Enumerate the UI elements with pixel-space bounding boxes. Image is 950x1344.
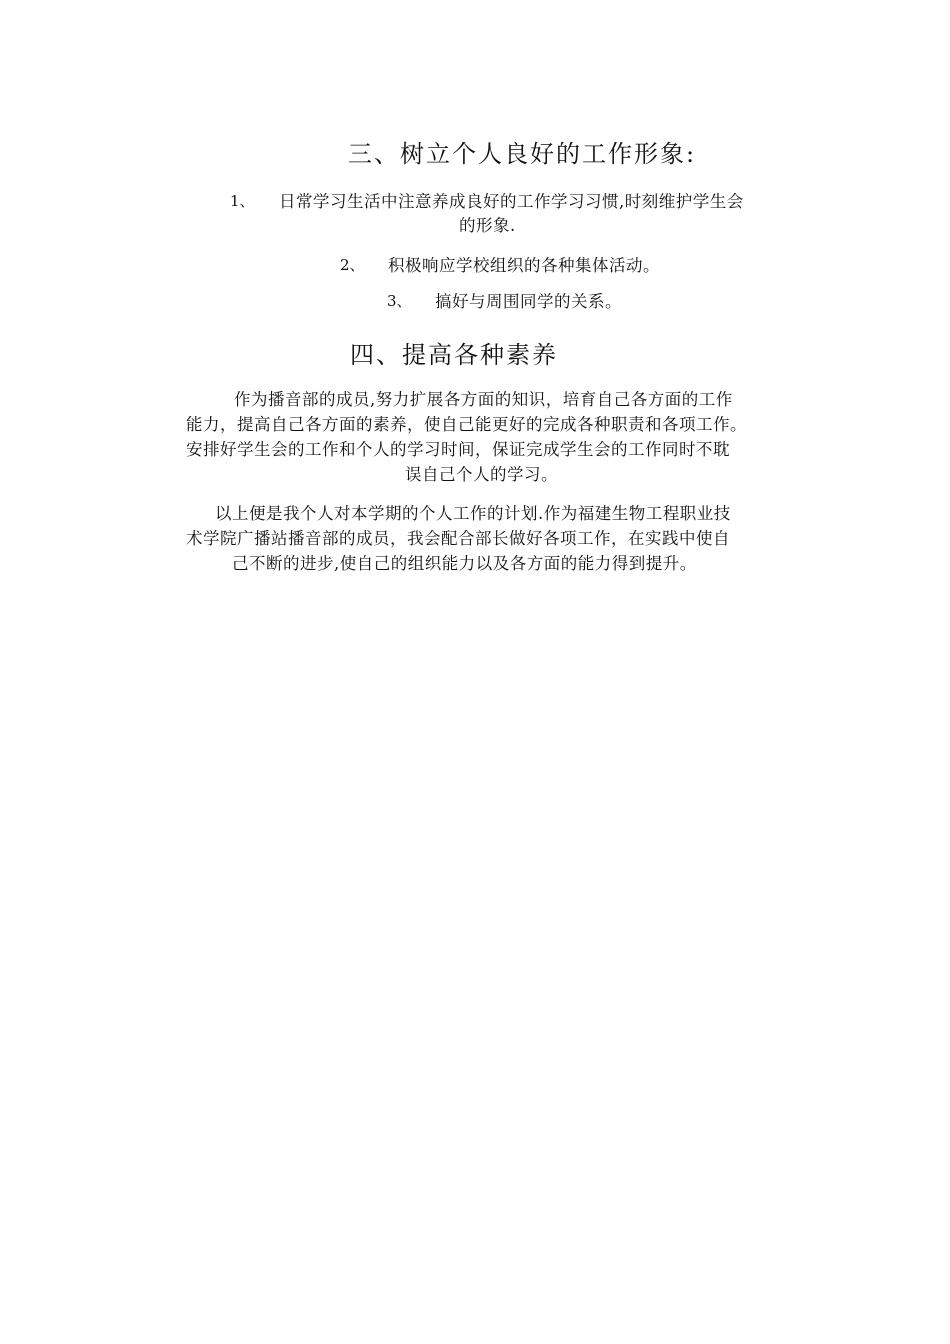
list-item-2-line-1: 积极响应学校组织的各种集体活动。 — [388, 256, 660, 275]
list-item-1-line-2: 的形象. — [459, 216, 516, 235]
paragraph-line-2: 能力，提高自己各方面的素养，使自己能更好的完成各种职责和各项工作。 — [186, 415, 747, 434]
list-item-number-3: 3、 — [387, 292, 412, 310]
paragraph-line-3: 安排好学生会的工作和个人的学习时间，保证完成学生会的工作同时不耽 — [186, 440, 730, 459]
closing-line-2: 术学院广播站播音部的成员，我会配合部长做好各项工作，在实践中使自 — [186, 529, 730, 548]
list-item-number-1: 1、 — [230, 192, 255, 210]
list-item-number-2: 2、 — [340, 256, 365, 274]
paragraph-line-1: 作为播音部的成员,努力扩展各方面的知识，培育自己各方面的工作 — [234, 390, 733, 409]
paragraph-line-4: 误自己个人的学习。 — [405, 465, 558, 484]
list-item-3-line-1: 搞好与周围同学的关系。 — [435, 292, 622, 311]
list-item-1-line-1: 日常学习生活中注意养成良好的工作学习习惯,时刻维护学生会 — [279, 192, 744, 211]
closing-line-1: 以上便是我个人对本学期的个人工作的计划.作为福建生物工程职业技 — [215, 504, 731, 523]
closing-line-3: 己不断的进步,使自己的组织能力以及各方面的能力得到提升。 — [232, 554, 697, 573]
section-heading-4: 四、提高各种素养 — [350, 341, 558, 369]
section-heading-3: 三、树立个人良好的工作形象: — [348, 140, 697, 168]
